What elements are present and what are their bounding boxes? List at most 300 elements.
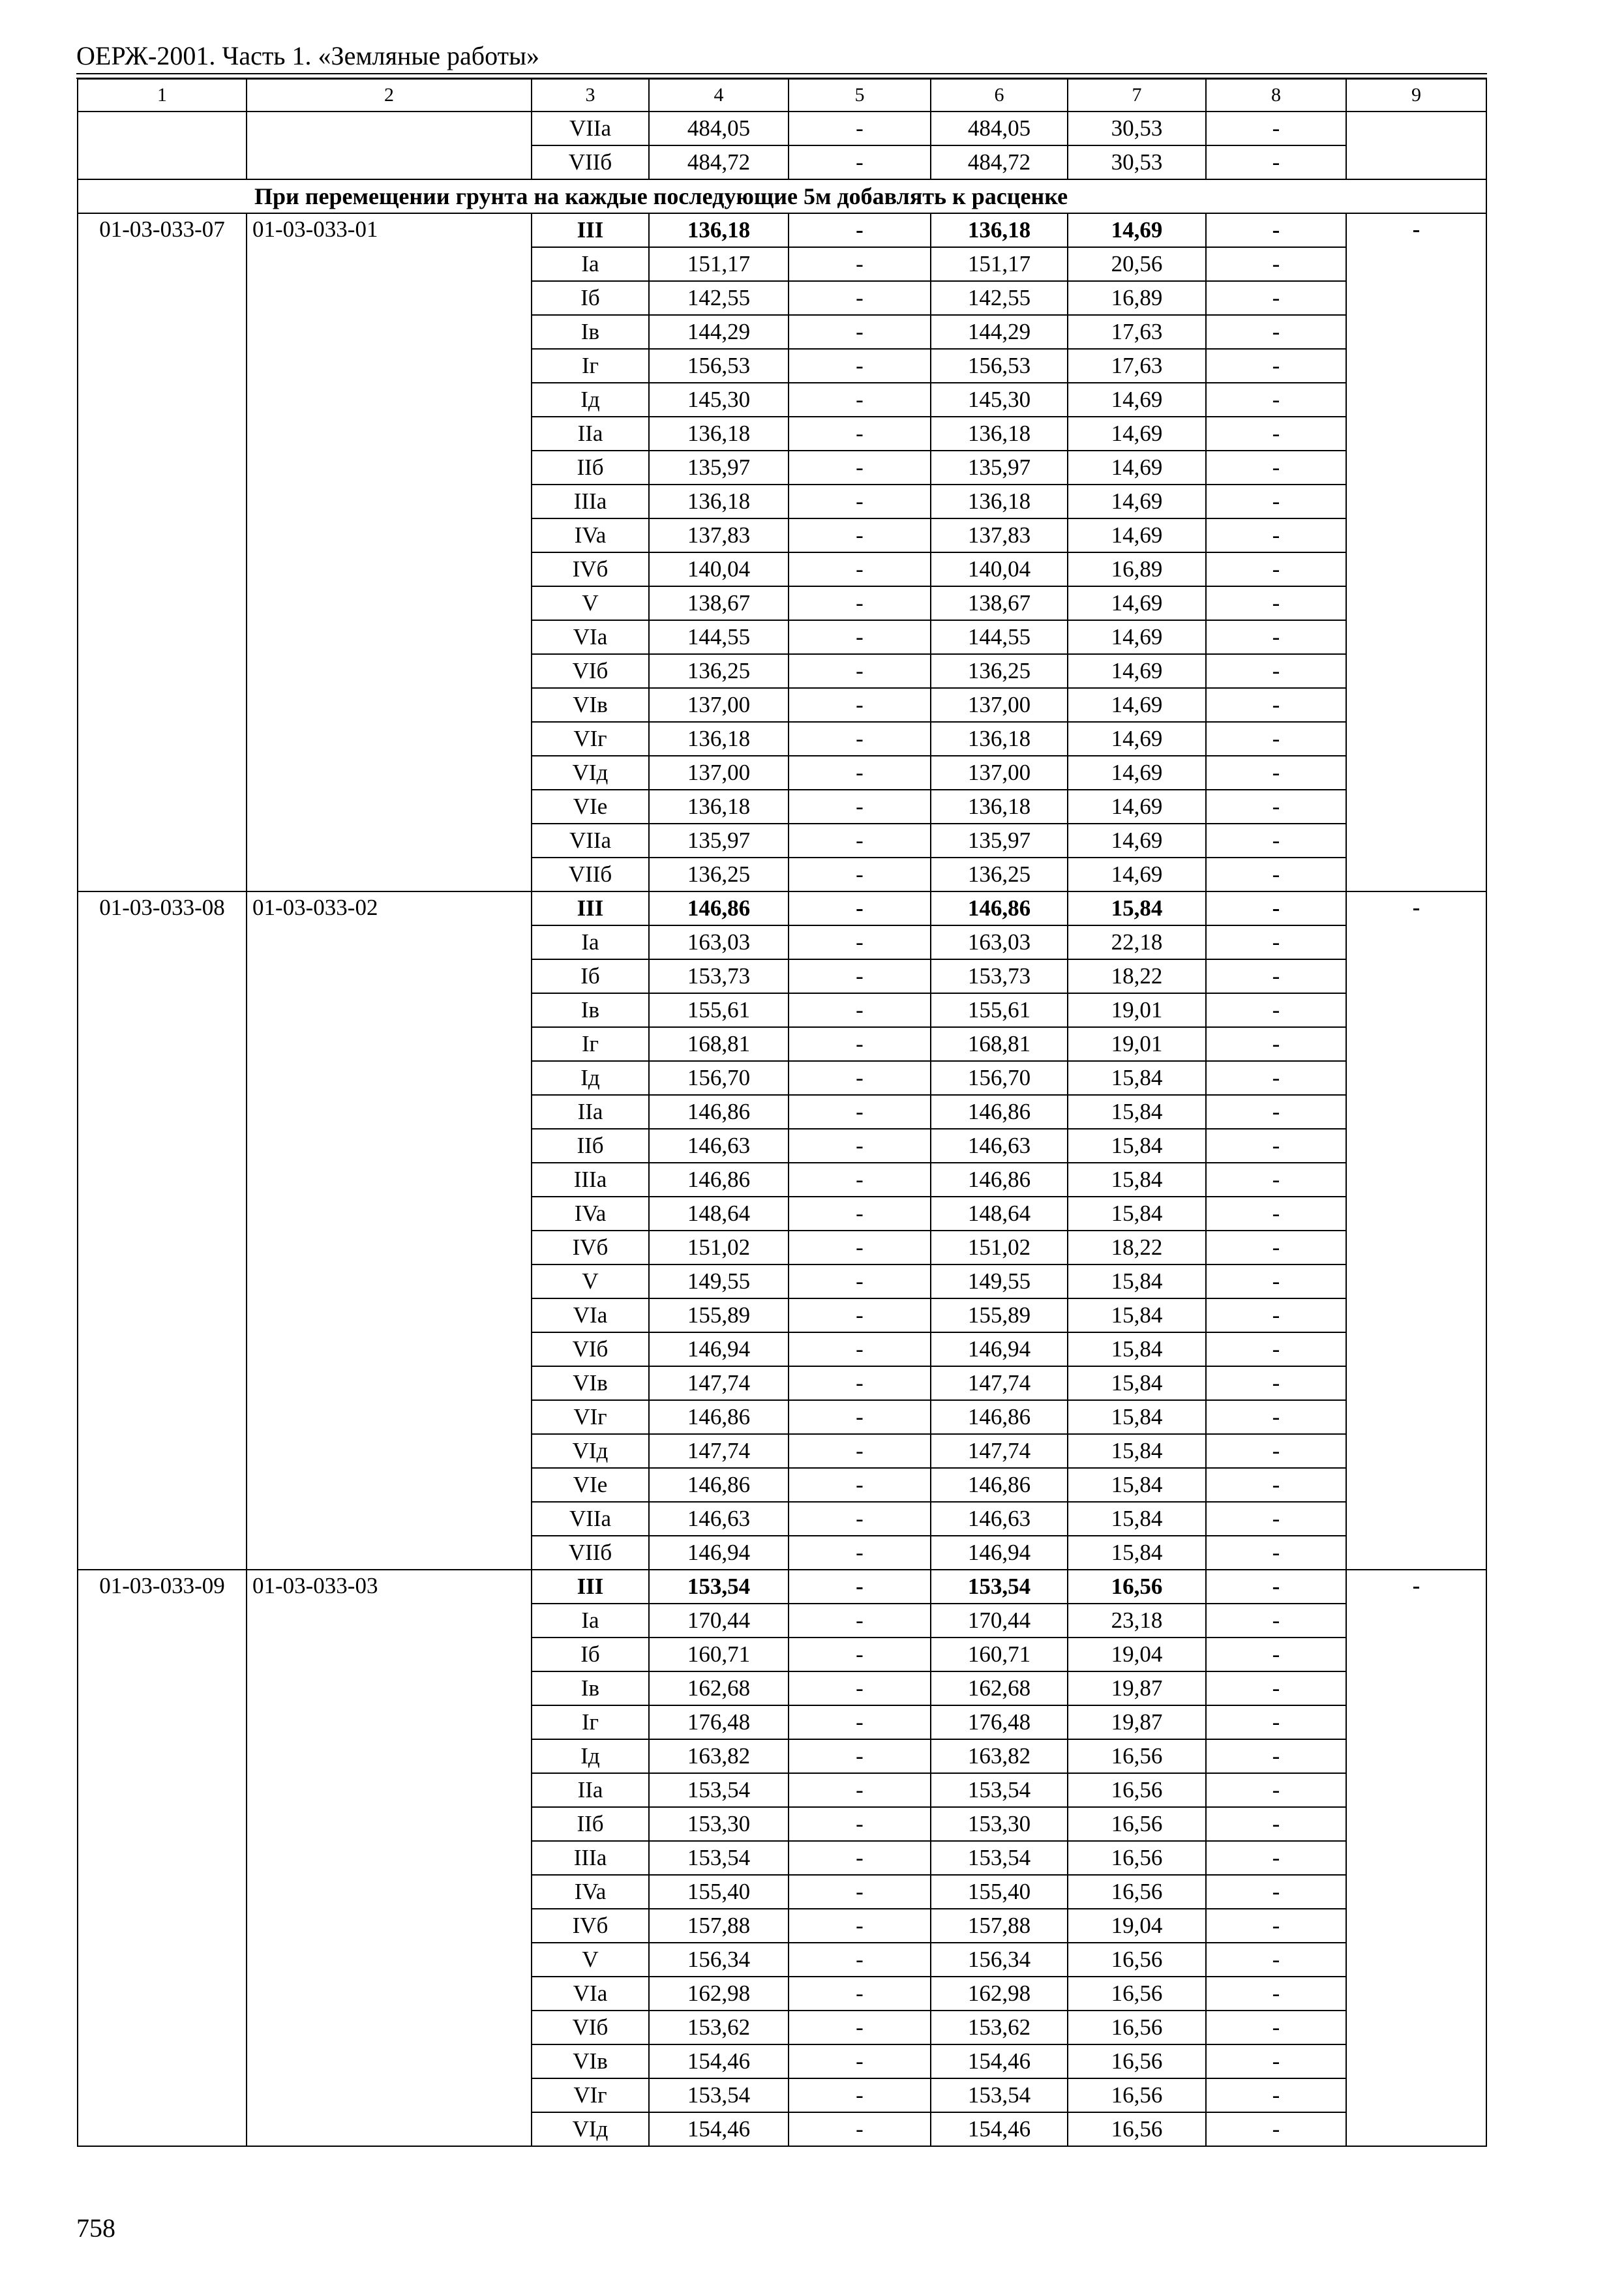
cell-col5: - bbox=[789, 2112, 931, 2146]
cell-ref: 01-03-033-03 bbox=[247, 1570, 532, 2146]
cell-col4: 136,25 bbox=[649, 654, 789, 688]
column-number-7: 7 bbox=[1068, 79, 1206, 112]
cell-category: Ia bbox=[532, 1604, 649, 1638]
cell-col4: 144,55 bbox=[649, 620, 789, 654]
cell-col6: 146,63 bbox=[931, 1129, 1068, 1163]
cell-category: Iб bbox=[532, 1638, 649, 1671]
cell-col8: - bbox=[1206, 1264, 1346, 1298]
cell-col5: - bbox=[789, 1807, 931, 1841]
cell-col4: 170,44 bbox=[649, 1604, 789, 1638]
cell-col4: 153,62 bbox=[649, 2011, 789, 2044]
cell-col7: 16,56 bbox=[1068, 2044, 1206, 2078]
cell-col7: 15,84 bbox=[1068, 1061, 1206, 1095]
cell-col6: 163,03 bbox=[931, 925, 1068, 959]
cell-col4: 145,30 bbox=[649, 383, 789, 417]
cell-category: IIa bbox=[532, 1095, 649, 1129]
cell-col8: - bbox=[1206, 518, 1346, 552]
cell-col5: - bbox=[789, 1400, 931, 1434]
cell-col6: 146,94 bbox=[931, 1536, 1068, 1570]
cell-col8: - bbox=[1206, 451, 1346, 485]
cell-col9: - bbox=[1346, 1570, 1486, 2146]
cell-col4: 154,46 bbox=[649, 2044, 789, 2078]
cell-col6: 168,81 bbox=[931, 1027, 1068, 1061]
cell-col4: 162,68 bbox=[649, 1671, 789, 1705]
cell-col4: 135,97 bbox=[649, 451, 789, 485]
cell-category: VIг bbox=[532, 1400, 649, 1434]
table-row-base bbox=[78, 213, 1486, 247]
cell-category: IVб bbox=[532, 1909, 649, 1943]
cell-col7: 19,87 bbox=[1068, 1671, 1206, 1705]
column-number-4: 4 bbox=[649, 79, 789, 112]
cell-col7: 14,69 bbox=[1068, 451, 1206, 485]
cell-col8: - bbox=[1206, 1298, 1346, 1332]
cell-col6: 136,25 bbox=[931, 654, 1068, 688]
cell-category: IVб bbox=[532, 552, 649, 586]
cell-col5: - bbox=[789, 1536, 931, 1570]
cell-col6: 138,67 bbox=[931, 586, 1068, 620]
table-row-base bbox=[78, 891, 1486, 925]
cell-col7: 15,84 bbox=[1068, 1095, 1206, 1129]
cell-col5: - bbox=[789, 1366, 931, 1400]
cell-category: IIa bbox=[532, 417, 649, 451]
cell-col4: 146,63 bbox=[649, 1502, 789, 1536]
cell-col5: - bbox=[789, 824, 931, 858]
cell-category: Iб bbox=[532, 281, 649, 315]
cell-col8: - bbox=[1206, 1468, 1346, 1502]
cell-col5: - bbox=[789, 112, 931, 145]
cell-col8: - bbox=[1206, 790, 1346, 824]
cell-col4: 137,83 bbox=[649, 518, 789, 552]
cell-col7: 15,84 bbox=[1068, 1400, 1206, 1434]
cell-col7: 16,56 bbox=[1068, 1841, 1206, 1875]
cell-category: VIв bbox=[532, 688, 649, 722]
cell-col6: 163,82 bbox=[931, 1739, 1068, 1773]
cell-col6: 136,18 bbox=[931, 722, 1068, 756]
cell-col4: 151,02 bbox=[649, 1231, 789, 1264]
cell-col4: 153,30 bbox=[649, 1807, 789, 1841]
cell-col8: - bbox=[1206, 959, 1346, 993]
cell-col6: 154,46 bbox=[931, 2044, 1068, 2078]
cell-col7: 14,69 bbox=[1068, 213, 1206, 247]
cell-col6: 136,18 bbox=[931, 485, 1068, 518]
cell-category: VIe bbox=[532, 1468, 649, 1502]
cell-col5: - bbox=[789, 586, 931, 620]
cell-col4: 168,81 bbox=[649, 1027, 789, 1061]
cell-col7: 14,69 bbox=[1068, 756, 1206, 790]
cell-col6: 156,53 bbox=[931, 349, 1068, 383]
cell-col4: 146,86 bbox=[649, 1468, 789, 1502]
cell-col4: 136,18 bbox=[649, 790, 789, 824]
cell-col6: 153,73 bbox=[931, 959, 1068, 993]
cell-col4: 176,48 bbox=[649, 1705, 789, 1739]
cell-col5: - bbox=[789, 1570, 931, 1604]
cell-col5: - bbox=[789, 1231, 931, 1264]
cell-col7: 16,56 bbox=[1068, 1875, 1206, 1909]
cell-col5: - bbox=[789, 1638, 931, 1671]
cell-col6: 136,18 bbox=[931, 213, 1068, 247]
column-number-9: 9 bbox=[1346, 79, 1486, 112]
cell-col6: 153,54 bbox=[931, 2078, 1068, 2112]
page-header-title: ОЕРЖ-2001. Часть 1. «Земляные работы» bbox=[76, 41, 539, 70]
cell-category: IIa bbox=[532, 1773, 649, 1807]
cell-col7: 14,69 bbox=[1068, 383, 1206, 417]
cell-category: Iд bbox=[532, 1061, 649, 1095]
cell-col6: 153,62 bbox=[931, 2011, 1068, 2044]
cell-col5: - bbox=[789, 722, 931, 756]
cell-col5: - bbox=[789, 417, 931, 451]
cell-col8: - bbox=[1206, 2011, 1346, 2044]
cell-col8: - bbox=[1206, 349, 1346, 383]
cell-col5: - bbox=[789, 552, 931, 586]
cell-col6: 155,89 bbox=[931, 1298, 1068, 1332]
cell-col5: - bbox=[789, 959, 931, 993]
cell-col7: 30,53 bbox=[1068, 145, 1206, 179]
cell-col8: - bbox=[1206, 688, 1346, 722]
cell-category: IIб bbox=[532, 451, 649, 485]
cell-category: Iг bbox=[532, 1705, 649, 1739]
column-number-8: 8 bbox=[1206, 79, 1346, 112]
header-rule bbox=[76, 73, 1487, 74]
cell-col8: - bbox=[1206, 315, 1346, 349]
cell-col5: - bbox=[789, 1468, 931, 1502]
cell-col7: 18,22 bbox=[1068, 959, 1206, 993]
cell-col6: 153,54 bbox=[931, 1841, 1068, 1875]
cell-col7: 16,56 bbox=[1068, 2112, 1206, 2146]
cell-category: IIб bbox=[532, 1807, 649, 1841]
cell-col7: 15,84 bbox=[1068, 1434, 1206, 1468]
cell-category: VIд bbox=[532, 2112, 649, 2146]
cell-col5: - bbox=[789, 145, 931, 179]
cell-col8: - bbox=[1206, 993, 1346, 1027]
cell-col6: 142,55 bbox=[931, 281, 1068, 315]
cell-category: Ia bbox=[532, 925, 649, 959]
cell-col4: 163,03 bbox=[649, 925, 789, 959]
rates-table bbox=[77, 78, 1487, 2147]
cell-col7: 14,69 bbox=[1068, 485, 1206, 518]
cell-col7: 14,69 bbox=[1068, 654, 1206, 688]
cell-col7: 15,84 bbox=[1068, 1298, 1206, 1332]
cell-col8: - bbox=[1206, 1943, 1346, 1977]
cell-col5: - bbox=[789, 1061, 931, 1095]
cell-col7: 17,63 bbox=[1068, 349, 1206, 383]
cell-category: VIa bbox=[532, 1977, 649, 2011]
cell-col4: 155,89 bbox=[649, 1298, 789, 1332]
cell-col4: 155,40 bbox=[649, 1875, 789, 1909]
cell-col7: 15,84 bbox=[1068, 1163, 1206, 1197]
cell-col8: - bbox=[1206, 1400, 1346, 1434]
cell-col8: - bbox=[1206, 213, 1346, 247]
cell-col5: - bbox=[789, 1332, 931, 1366]
cell-col4: 136,18 bbox=[649, 722, 789, 756]
cell-category: IVб bbox=[532, 1231, 649, 1264]
cell-col4: 157,88 bbox=[649, 1909, 789, 1943]
cell-category: III bbox=[532, 891, 649, 925]
cell-col4: 138,67 bbox=[649, 586, 789, 620]
cell-category: VIa bbox=[532, 1298, 649, 1332]
cell-col8: - bbox=[1206, 1434, 1346, 1468]
cell-category: IVa bbox=[532, 518, 649, 552]
cell-col6: 146,63 bbox=[931, 1502, 1068, 1536]
cell-category: VIIб bbox=[532, 858, 649, 891]
cell-col4: 146,63 bbox=[649, 1129, 789, 1163]
cell-category: IIIa bbox=[532, 1163, 649, 1197]
cell-col8: - bbox=[1206, 1061, 1346, 1095]
cell-col7: 14,69 bbox=[1068, 688, 1206, 722]
cell-col7: 17,63 bbox=[1068, 315, 1206, 349]
cell-col8: - bbox=[1206, 824, 1346, 858]
cell-col5: - bbox=[789, 1095, 931, 1129]
cell-col6: 145,30 bbox=[931, 383, 1068, 417]
cell-category: V bbox=[532, 1943, 649, 1977]
cell-col8: - bbox=[1206, 1807, 1346, 1841]
cell-category: V bbox=[532, 586, 649, 620]
cell-col8: - bbox=[1206, 1773, 1346, 1807]
cell-col5: - bbox=[789, 1163, 931, 1197]
cell-col8: - bbox=[1206, 1332, 1346, 1366]
cell-col5: - bbox=[789, 485, 931, 518]
cell-col7: 15,84 bbox=[1068, 1468, 1206, 1502]
cell-col7: 14,69 bbox=[1068, 518, 1206, 552]
cell-category: VIIa bbox=[532, 824, 649, 858]
cell-col6: 162,98 bbox=[931, 1977, 1068, 2011]
cell-category: Ia bbox=[532, 247, 649, 281]
cell-category: VIв bbox=[532, 1366, 649, 1400]
cell-col8: - bbox=[1206, 1638, 1346, 1671]
cell-col6: 149,55 bbox=[931, 1264, 1068, 1298]
cell-col8: - bbox=[1206, 925, 1346, 959]
cell-col7: 14,69 bbox=[1068, 824, 1206, 858]
cell-col7: 14,69 bbox=[1068, 586, 1206, 620]
cell-col8: - bbox=[1206, 1977, 1346, 2011]
cell-col4: 142,55 bbox=[649, 281, 789, 315]
cell-col6: 137,83 bbox=[931, 518, 1068, 552]
cell-category: VIб bbox=[532, 654, 649, 688]
cell-col4: 146,94 bbox=[649, 1536, 789, 1570]
cell-col7: 22,18 bbox=[1068, 925, 1206, 959]
note-text: При перемещении грунта на каждые последующие 5м добавлять к расценке bbox=[78, 179, 1486, 213]
cell-col8: - bbox=[1206, 145, 1346, 179]
cell-col7: 15,84 bbox=[1068, 891, 1206, 925]
cell-col5: - bbox=[789, 1841, 931, 1875]
cell-col4: 154,46 bbox=[649, 2112, 789, 2146]
cell-col7: 19,04 bbox=[1068, 1909, 1206, 1943]
cell-col8: - bbox=[1206, 1027, 1346, 1061]
cell-col8: - bbox=[1206, 1231, 1346, 1264]
cell-col4: 148,64 bbox=[649, 1197, 789, 1231]
cell-col6: 153,54 bbox=[931, 1773, 1068, 1807]
cell-col6: 135,97 bbox=[931, 824, 1068, 858]
cell-col6: 170,44 bbox=[931, 1604, 1068, 1638]
cell-col6: 160,71 bbox=[931, 1638, 1068, 1671]
column-number-5: 5 bbox=[789, 79, 931, 112]
cell-col4: 160,71 bbox=[649, 1638, 789, 1671]
cell-col4: 140,04 bbox=[649, 552, 789, 586]
cell-col8: - bbox=[1206, 1197, 1346, 1231]
column-number-row bbox=[78, 79, 1486, 112]
cell-col4: 156,53 bbox=[649, 349, 789, 383]
cell-category: Iб bbox=[532, 959, 649, 993]
cell-col7: 15,84 bbox=[1068, 1197, 1206, 1231]
cell-col5: - bbox=[789, 1604, 931, 1638]
cell-col6: 162,68 bbox=[931, 1671, 1068, 1705]
cell-col5: - bbox=[789, 247, 931, 281]
cell-col8: - bbox=[1206, 1875, 1346, 1909]
cell-code: 01-03-033-09 bbox=[78, 1570, 247, 2146]
cell-col5: - bbox=[789, 518, 931, 552]
cell-col6: 155,40 bbox=[931, 1875, 1068, 1909]
cell-col6: 136,18 bbox=[931, 790, 1068, 824]
cell-col5: - bbox=[789, 1875, 931, 1909]
cell-ref: 01-03-033-01 bbox=[247, 213, 532, 891]
cell-col8: - bbox=[1206, 247, 1346, 281]
cell-col5: - bbox=[789, 1129, 931, 1163]
cell-col4: 137,00 bbox=[649, 688, 789, 722]
cell-col5: - bbox=[789, 1943, 931, 1977]
cell-col4: 136,18 bbox=[649, 213, 789, 247]
cell-col6: 148,64 bbox=[931, 1197, 1068, 1231]
cell-category: VIIa bbox=[532, 1502, 649, 1536]
cell-col8: - bbox=[1206, 1909, 1346, 1943]
cell-col8: - bbox=[1206, 1163, 1346, 1197]
cell-col4: 136,18 bbox=[649, 417, 789, 451]
cell-col7: 30,53 bbox=[1068, 112, 1206, 145]
cell-ref: 01-03-033-02 bbox=[247, 891, 532, 1570]
cell-col4: 136,25 bbox=[649, 858, 789, 891]
cell-col8: - bbox=[1206, 756, 1346, 790]
cell-col4: 144,29 bbox=[649, 315, 789, 349]
cell-category: VIд bbox=[532, 756, 649, 790]
cell-col6: 144,55 bbox=[931, 620, 1068, 654]
cell-col7: 16,56 bbox=[1068, 1570, 1206, 1604]
cell-category: Iв bbox=[532, 993, 649, 1027]
table-row-base bbox=[78, 1570, 1486, 1604]
cell-col5: - bbox=[789, 281, 931, 315]
cell-col8: - bbox=[1206, 654, 1346, 688]
cell-category: VIe bbox=[532, 790, 649, 824]
cell-col7: 16,56 bbox=[1068, 2011, 1206, 2044]
cell-col5: - bbox=[789, 1977, 931, 2011]
note-row bbox=[78, 179, 1486, 213]
cell-category: VIб bbox=[532, 2011, 649, 2044]
cell-col8: - bbox=[1206, 1129, 1346, 1163]
cell-col5: - bbox=[789, 1264, 931, 1298]
cell-col6: 484,72 bbox=[931, 145, 1068, 179]
cell-col6: 137,00 bbox=[931, 688, 1068, 722]
cell-category: VIa bbox=[532, 620, 649, 654]
cell-col8: - bbox=[1206, 281, 1346, 315]
cell-col4: 137,00 bbox=[649, 756, 789, 790]
cell-col4: 146,86 bbox=[649, 1095, 789, 1129]
cell-col4: 155,61 bbox=[649, 993, 789, 1027]
cell-col7: 16,56 bbox=[1068, 1807, 1206, 1841]
cell-col4: 146,86 bbox=[649, 891, 789, 925]
cell-col6: 144,29 bbox=[931, 315, 1068, 349]
cell-category: IIб bbox=[532, 1129, 649, 1163]
cell-col5: - bbox=[789, 1502, 931, 1536]
cell-col5: - bbox=[789, 688, 931, 722]
cell-col5: - bbox=[789, 620, 931, 654]
cell-col7: 15,84 bbox=[1068, 1502, 1206, 1536]
table-row bbox=[78, 112, 1486, 145]
cell-col8: - bbox=[1206, 552, 1346, 586]
cell-col6: 153,30 bbox=[931, 1807, 1068, 1841]
table-body bbox=[78, 79, 1486, 2146]
cell-col5: - bbox=[789, 790, 931, 824]
cell-col6: 157,88 bbox=[931, 1909, 1068, 1943]
cell-col7: 14,69 bbox=[1068, 858, 1206, 891]
cell-col8: - bbox=[1206, 2112, 1346, 2146]
cell-col4: 484,05 bbox=[649, 112, 789, 145]
cell-category: VIв bbox=[532, 2044, 649, 2078]
cell-col5: - bbox=[789, 315, 931, 349]
cell-col6: 140,04 bbox=[931, 552, 1068, 586]
cell-category: IIIa bbox=[532, 485, 649, 518]
cell-col4: 153,54 bbox=[649, 2078, 789, 2112]
cell-col6: 151,02 bbox=[931, 1231, 1068, 1264]
cell-category: V bbox=[532, 1264, 649, 1298]
cell-col4: 163,82 bbox=[649, 1739, 789, 1773]
cell-category: VIб bbox=[532, 1332, 649, 1366]
cell-col7: 19,01 bbox=[1068, 993, 1206, 1027]
cell-col6: 484,05 bbox=[931, 112, 1068, 145]
cell-category: Iв bbox=[532, 1671, 649, 1705]
cell-col5: - bbox=[789, 993, 931, 1027]
cell-col7: 16,56 bbox=[1068, 1739, 1206, 1773]
cell-col4: 147,74 bbox=[649, 1434, 789, 1468]
cell-col6: 136,25 bbox=[931, 858, 1068, 891]
cell-col8: - bbox=[1206, 891, 1346, 925]
cell-col6: 146,86 bbox=[931, 1468, 1068, 1502]
cell-col8: - bbox=[1206, 1536, 1346, 1570]
cell-col5: - bbox=[789, 2078, 931, 2112]
cell-col4: 146,94 bbox=[649, 1332, 789, 1366]
cell-category: IVa bbox=[532, 1875, 649, 1909]
cell-col5: - bbox=[789, 654, 931, 688]
cell-col8: - bbox=[1206, 2044, 1346, 2078]
cell-col7: 16,56 bbox=[1068, 2078, 1206, 2112]
cell-col8: - bbox=[1206, 1570, 1346, 1604]
cell-category: IVa bbox=[532, 1197, 649, 1231]
cell-col7: 16,56 bbox=[1068, 1773, 1206, 1807]
cell-col7: 23,18 bbox=[1068, 1604, 1206, 1638]
cell-col5: - bbox=[789, 1197, 931, 1231]
cell-col8: - bbox=[1206, 1366, 1346, 1400]
cell-col8: - bbox=[1206, 858, 1346, 891]
cell-col7: 15,84 bbox=[1068, 1129, 1206, 1163]
cell-col5: - bbox=[789, 2044, 931, 2078]
cell-col4: 484,72 bbox=[649, 145, 789, 179]
cell-col8: - bbox=[1206, 417, 1346, 451]
cell-col7: 15,84 bbox=[1068, 1332, 1206, 1366]
cell-col9: - bbox=[1346, 213, 1486, 891]
cell-col5: - bbox=[789, 1298, 931, 1332]
cell-col7: 16,56 bbox=[1068, 1977, 1206, 2011]
cell-col7: 14,69 bbox=[1068, 722, 1206, 756]
cell-col6: 146,86 bbox=[931, 1163, 1068, 1197]
cell-col8: - bbox=[1206, 2078, 1346, 2112]
cell-col4: 149,55 bbox=[649, 1264, 789, 1298]
cell-col7: 19,87 bbox=[1068, 1705, 1206, 1739]
cell-category: VIг bbox=[532, 2078, 649, 2112]
cell-col5: - bbox=[789, 213, 931, 247]
cell-col7: 15,84 bbox=[1068, 1536, 1206, 1570]
cell-col8: - bbox=[1206, 1841, 1346, 1875]
cell-col5: - bbox=[789, 451, 931, 485]
cell-col8: - bbox=[1206, 1095, 1346, 1129]
cell-col4: 146,86 bbox=[649, 1163, 789, 1197]
cell-col6: 146,86 bbox=[931, 1095, 1068, 1129]
cell-col5: - bbox=[789, 1671, 931, 1705]
